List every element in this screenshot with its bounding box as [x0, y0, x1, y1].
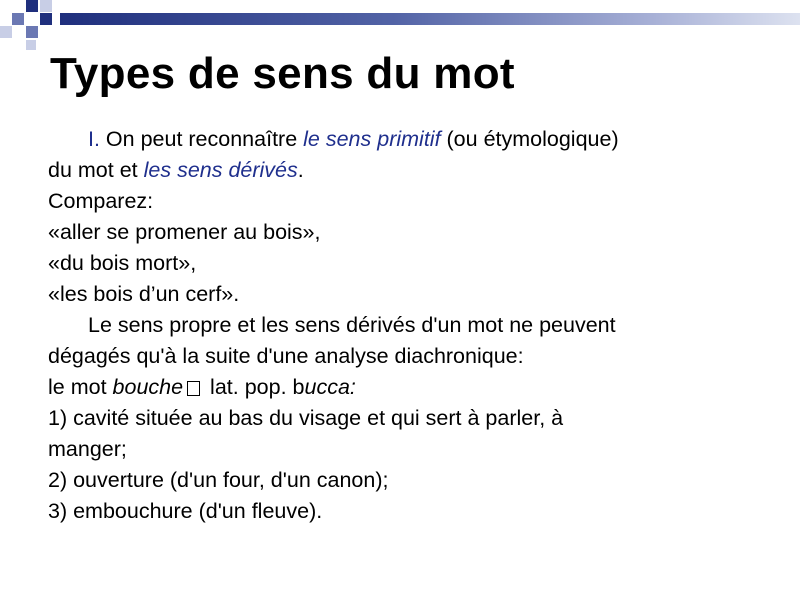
text-run: . [297, 158, 304, 182]
text-run: (ou étymologique) [440, 127, 619, 151]
paragraph-1-line-1 [48, 124, 768, 155]
decor-square [26, 26, 38, 38]
word-ucca: ucca: [304, 375, 356, 399]
example-1: «aller se promener au bois», [48, 220, 321, 244]
missing-glyph-box-icon [187, 381, 200, 396]
decor-square [40, 0, 52, 12]
paragraph-1-line-2 [48, 155, 768, 186]
sense-item-2: 2) ouverture (d'un four, d'un canon); [48, 468, 389, 492]
decor-square [12, 13, 24, 25]
decor-square [26, 0, 38, 12]
section-number: I. [88, 127, 100, 151]
decor-square [0, 26, 12, 38]
sense-item-1-line-1: 1) cavité située au bas du visage et qui sert à parler, à [48, 406, 564, 430]
text-run: le mot [48, 375, 113, 399]
decor-square [40, 13, 52, 25]
example-3: «les bois d’un cerf». [48, 282, 240, 306]
sense-item-3: 3) embouchure (d'un fleuve). [48, 499, 323, 523]
example-2: «du bois mort», [48, 251, 197, 275]
slide-body [48, 124, 768, 527]
sense-item-1-line-2: manger; [48, 437, 127, 461]
etymology-line [48, 372, 768, 403]
text-run: lat. pop. b [204, 375, 305, 399]
header-gradient-bar [60, 13, 800, 25]
term-derived-senses: les sens dérivés [143, 158, 298, 182]
paragraph-2-line-1: Le sens propre et les sens dérivés d'un mot ne peuvent [88, 313, 616, 337]
text-run: du mot et [48, 158, 144, 182]
word-bouche: bouche [112, 375, 184, 399]
term-primitive-sense: le sens primitif [303, 127, 441, 151]
paragraph-2-line-2: dégagés qu'à la suite d'une analyse diachronique: [48, 344, 524, 368]
slide-title: Types de sens du mot [50, 49, 515, 98]
compare-label: Comparez: [48, 189, 154, 213]
text-run: On peut reconnaître [99, 127, 304, 151]
decor-square [26, 40, 36, 50]
